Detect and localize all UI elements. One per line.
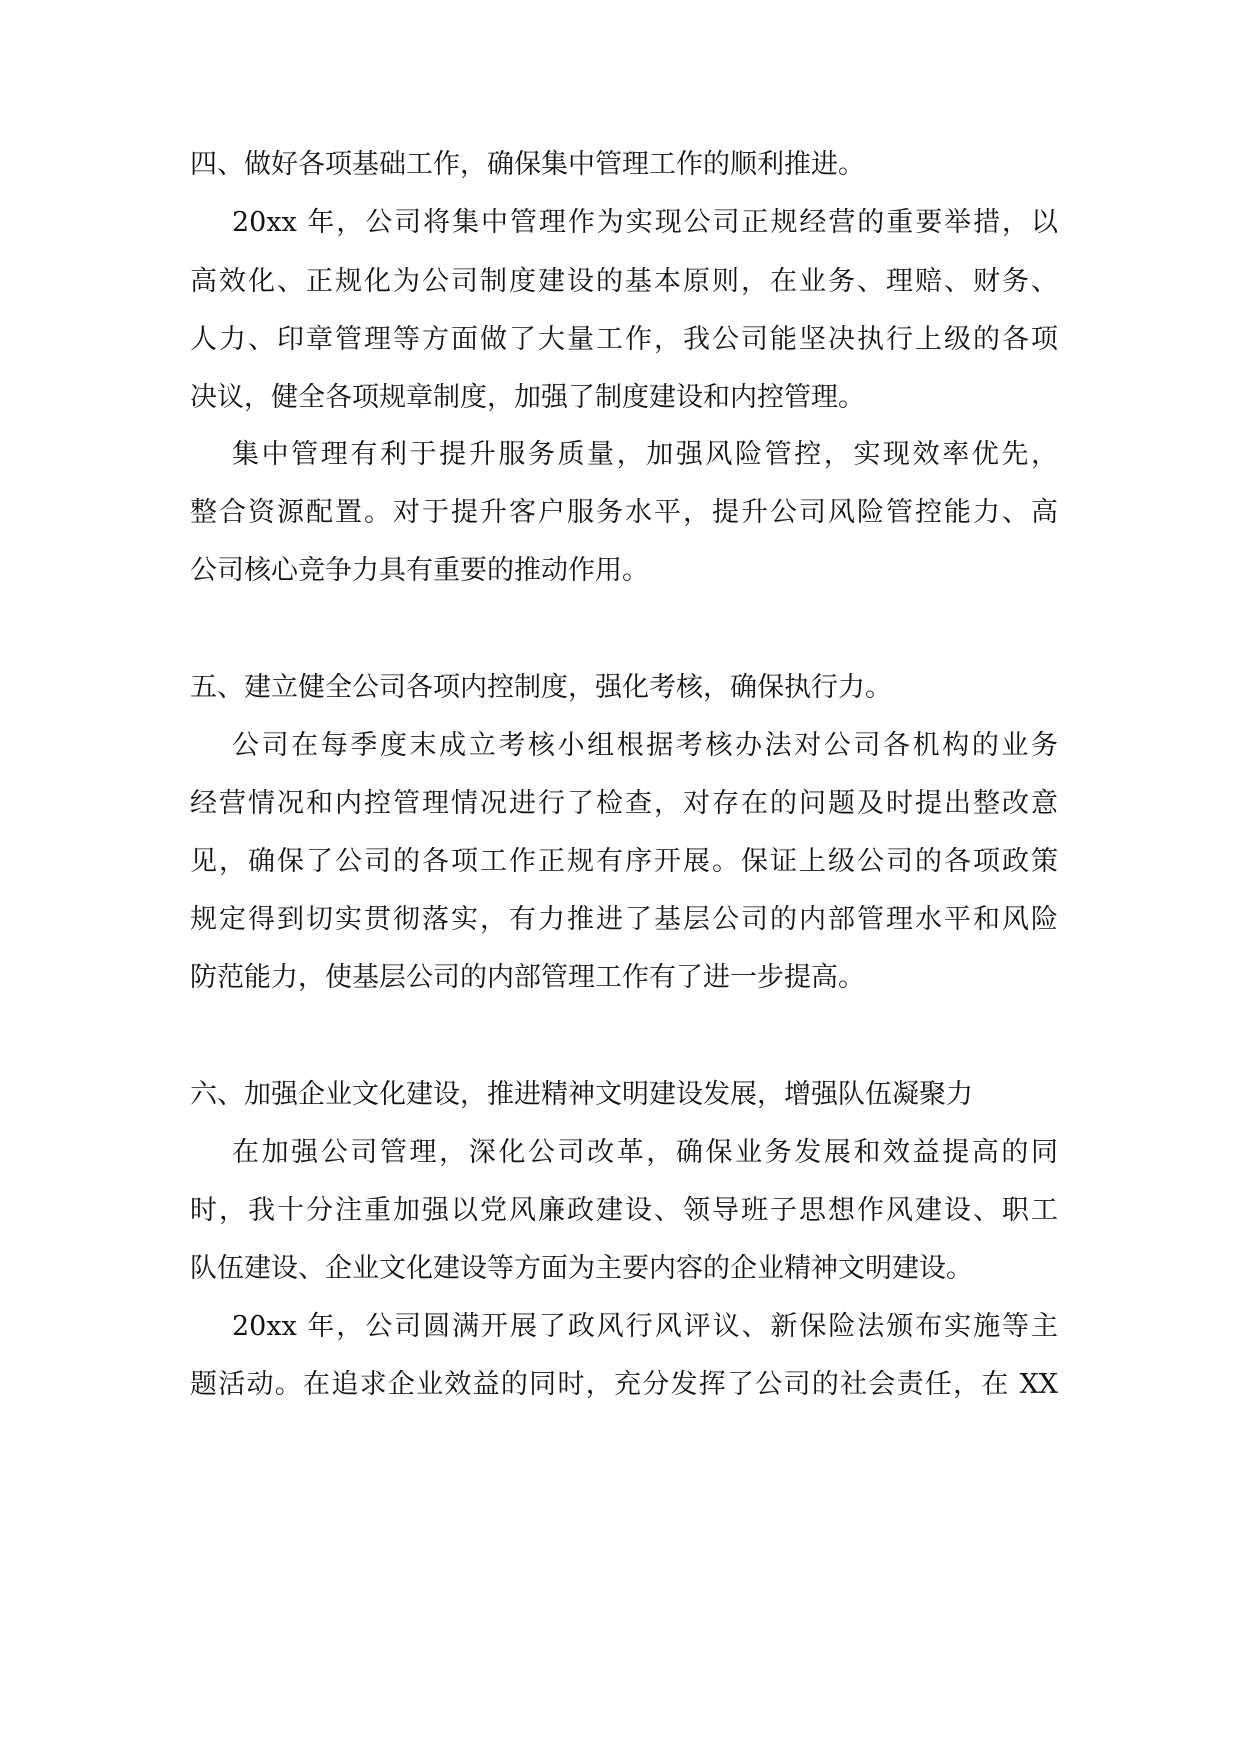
section-heading: 四、做好各项基础工作，确保集中管理工作的顺利推进。 (190, 149, 865, 180)
paragraph-line: 防范能力，使基层公司的内部管理工作有了进一步提高。 (190, 962, 865, 993)
paragraph-line: 20xx 年，公司将集中管理作为实现公司正规经营的重要举措，以 (232, 207, 1058, 238)
paragraph-line: 时，我十分注重加强以党风廉政建设、领导班子思想作风建设、职工 (190, 1195, 1058, 1226)
paragraph-line: 整合资源配置。对于提升客户服务水平，提升公司风险管控能力、高 (190, 497, 1058, 528)
paragraph-line: 集中管理有利于提升服务质量，加强风险管控，实现效率优先， (232, 439, 1058, 470)
paragraph-line: 公司核心竞争力具有重要的推动作用。 (190, 555, 649, 586)
section-heading: 六、加强企业文化建设，推进精神文明建设发展，增强队伍凝聚力 (190, 1079, 973, 1110)
paragraph-line: 题活动。在追求企业效益的同时，充分发挥了公司的社会责任，在 XX (190, 1369, 1058, 1400)
paragraph-line: 经营情况和内控管理情况进行了检查，对存在的问题及时提出整改意 (190, 788, 1058, 819)
section-heading: 五、建立健全公司各项内控制度，强化考核，确保执行力。 (190, 672, 892, 703)
paragraph-line: 20xx 年，公司圆满开展了政风行风评议、新保险法颁布实施等主 (232, 1311, 1058, 1342)
paragraph-line: 规定得到切实贯彻落实，有力推进了基层公司的内部管理水平和风险 (190, 904, 1058, 935)
paragraph-line: 人力、印章管理等方面做了大量工作，我公司能坚决执行上级的各项 (190, 324, 1058, 355)
paragraph-line: 决议，健全各项规章制度，加强了制度建设和内控管理。 (190, 382, 865, 413)
paragraph-line: 队伍建设、企业文化建设等方面为主要内容的企业精神文明建设。 (190, 1253, 973, 1284)
paragraph-line: 高效化、正规化为公司制度建设的基本原则，在业务、理赔、财务、 (190, 266, 1058, 297)
paragraph-line: 见，确保了公司的各项工作正规有序开展。保证上级公司的各项政策 (190, 846, 1058, 877)
paragraph-line: 公司在每季度末成立考核小组根据考核办法对公司各机构的业务 (232, 730, 1058, 761)
paragraph-line: 在加强公司管理，深化公司改革，确保业务发展和效益提高的同 (232, 1137, 1058, 1168)
